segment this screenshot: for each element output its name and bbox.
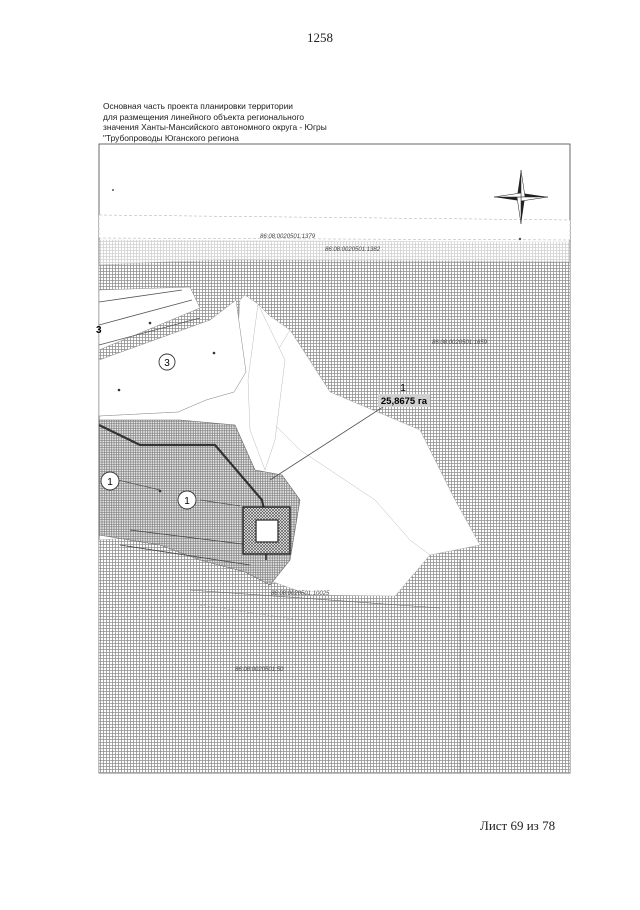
svg-text:3: 3 (96, 325, 102, 336)
marker-1-left (101, 472, 119, 490)
title-line-4: "Трубопроводы Юганского региона (103, 132, 239, 143)
sheet-number: Лист 69 из 78 (480, 818, 556, 833)
title-line-2: для размещения линейного объекта регионального (103, 111, 304, 122)
cadastral-label-4: 86:08:0020501:10025 (271, 591, 330, 597)
title-line-3: значения Ханты-Мансийского автономного округа - Югры (103, 122, 327, 133)
cadastral-label-3: 86:08:0020501:1659 (432, 340, 488, 346)
cadastral-label-1: 86:08:0020501:1379 (260, 234, 316, 240)
well-pad-inner (256, 520, 278, 542)
marker-3 (159, 354, 175, 370)
cadastral-label-5: 86:08:0020501:50 (235, 667, 284, 673)
svg-text:1: 1 (400, 383, 406, 394)
title-line-1: Основная часть проекта планировки территории (103, 101, 293, 111)
marker-1-center (178, 491, 196, 509)
cadastral-label-2: 86:08:0020501:1382 (325, 247, 381, 253)
svg-text:25,8675 га: 25,8675 га (380, 396, 428, 407)
page-number: 1258 (307, 30, 333, 45)
svg-text:3: 3 (164, 358, 170, 369)
svg-text:1: 1 (107, 477, 113, 488)
marker-3-upper (96, 325, 102, 336)
svg-text:1: 1 (184, 496, 190, 507)
